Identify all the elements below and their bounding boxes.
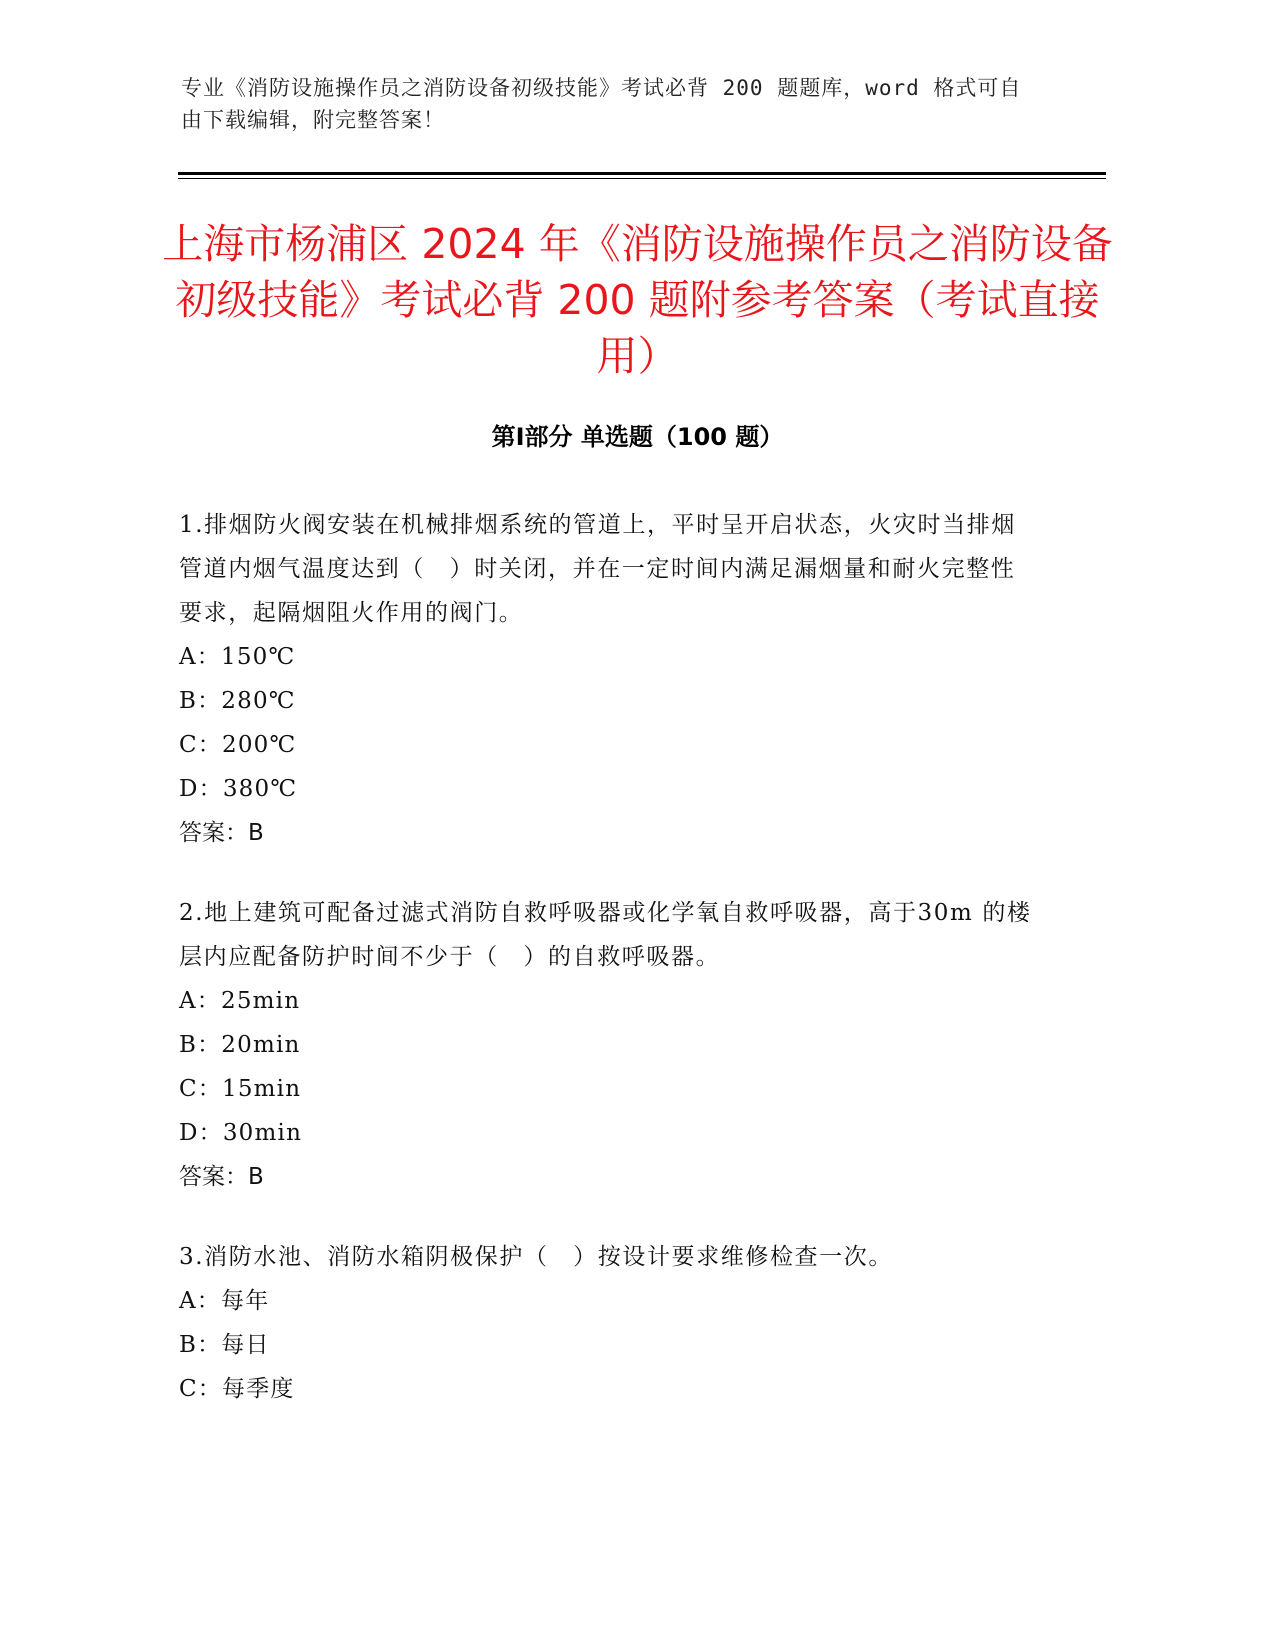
option-c: C：200℃ [179, 732, 297, 758]
option-b: B：每日 [179, 1332, 270, 1358]
option-b: B：280℃ [179, 688, 296, 714]
question-3 [179, 1235, 1039, 1411]
header-note: 专业《消防设施操作员之消防设备初级技能》考试必背 200 题题库，word 格式可自由下载编辑，附完整答案！ [181, 76, 1022, 132]
option-c: C：15min [179, 1076, 302, 1102]
question-stem: 3.消防水池、消防水箱阴极保护（ ）按设计要求维修检查一次。 [179, 1244, 893, 1270]
option-d: D：380℃ [179, 776, 298, 802]
option-a: A：150℃ [179, 644, 296, 670]
option-d: D：30min [179, 1120, 303, 1146]
answer: 答案：B [179, 820, 264, 846]
option-a: A：每年 [179, 1288, 270, 1314]
question-list [179, 503, 1039, 1447]
option-c: C：每季度 [179, 1376, 295, 1402]
question-1 [179, 503, 1039, 855]
document-title: 上海市杨浦区 2024 年《消防设施操作员之消防设备初级技能》考试必背 200 题附参考答案（考试直接用） [162, 220, 1113, 380]
header-divider-thick [178, 172, 1106, 175]
option-b: B：20min [179, 1032, 301, 1058]
header-divider-thin [178, 178, 1106, 179]
section-title: 第Ⅰ部分 单选题（100 题） [491, 423, 784, 451]
option-a: A：25min [179, 988, 301, 1014]
answer: 答案：B [179, 1164, 264, 1190]
question-stem: 1.排烟防火阀安装在机械排烟系统的管道上，平时呈开启状态，火灾时当排烟管道内烟气温度达到（ ）时关闭，并在一定时间内满足漏烟量和耐火完整性要求，起隔烟阻火作用的阀门。 [179, 512, 1016, 626]
question-2 [179, 891, 1039, 1199]
question-stem: 2.地上建筑可配备过滤式消防自救呼吸器或化学氧自救呼吸器，高于30m 的楼层内应配备防护时间不少于（ ）的自救呼吸器。 [179, 900, 1032, 970]
